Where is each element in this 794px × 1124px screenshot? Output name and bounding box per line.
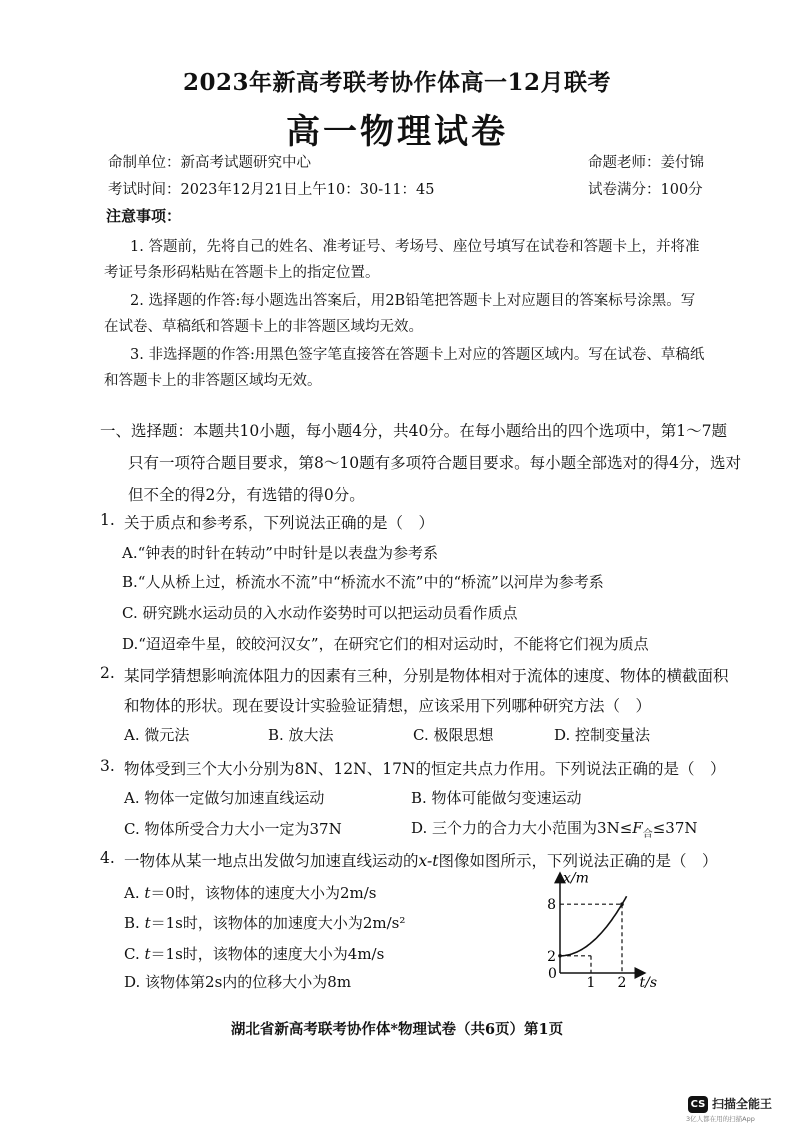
origin-label: 0 xyxy=(548,966,557,982)
q3-number: 3. xyxy=(100,757,115,775)
q1-number: 1. xyxy=(100,511,115,529)
q3-option-d-subscript: 合 xyxy=(642,829,653,840)
exam-time: 考试时间：2023年12月21日上午10：30-11：45 xyxy=(108,182,435,198)
q4-option-a-variable: t xyxy=(144,884,151,902)
q4-number: 4. xyxy=(100,849,115,867)
q4-stem-suffix: 图像如图所示，下列说法正确的是（ ） xyxy=(438,852,718,870)
x-tick-label-2: 2 xyxy=(617,975,627,990)
watermark-app-name: 扫描全能王 xyxy=(712,1097,773,1111)
notice-item-1-line-2: 考证号条形码粘贴在答题卡上的指定位置。 xyxy=(104,265,380,281)
q4-option-a-prefix: A. xyxy=(124,884,140,902)
q3-option-b: B. 物体可能做匀变速运动 xyxy=(411,789,582,807)
q4-option-c-variable: t xyxy=(144,945,151,963)
q2-option-a: A. 微元法 xyxy=(124,726,190,744)
q4-option-b xyxy=(124,912,405,933)
q2-option-c: C. 极限思想 xyxy=(413,726,494,744)
q2-option-b: B. 放大法 xyxy=(268,726,334,744)
section-1-line-1: 一、选择题：本题共10小题，每小题4分，共40分。在每小题给出的四个选项中，第1～7题 xyxy=(100,422,728,440)
q3-option-d-suffix: ≤37N xyxy=(652,819,698,837)
q1-stem: 关于质点和参考系，下列说法正确的是（ ） xyxy=(124,514,435,532)
y-tick-label-8: 8 xyxy=(547,897,556,914)
q4-option-c-prefix: C. xyxy=(124,945,140,963)
subject-title: 高一物理试卷 xyxy=(286,112,508,152)
q1-option-a: A.“钟表的时针在转动”中时针是以表盘为参考系 xyxy=(122,544,438,562)
y-axis-label: x/m xyxy=(563,870,589,887)
q1-option-d: D.“迢迢牵牛星，皎皎河汉女”，在研究它们的相对运动时，不能将它们视为质点 xyxy=(122,635,649,653)
q4-option-c xyxy=(124,943,384,964)
xt-curve xyxy=(560,896,627,956)
notice-item-1-line-1: 1. 答题前，先将自己的姓名、准考证号、考场号、座位号填写在试卷和答题卡上，并将准 xyxy=(130,239,700,255)
notice-item-2-line-1: 2. 选择题的作答:每小题选出答案后，用2B铅笔把答题卡上对应题目的答案标号涂黑。写 xyxy=(130,293,696,309)
q1-option-b: B.“人从桥上过，桥流水不流”中“桥流水不流”中的“桥流”以河岸为参考系 xyxy=(122,573,604,591)
q4-stem-prefix: 一物体从某一地点出发做匀加速直线运动的 xyxy=(124,852,419,870)
y-tick-label-2: 2 xyxy=(547,948,556,965)
q4-option-c-suffix: ＝1s时，该物体的速度大小为4m/s xyxy=(150,945,385,963)
q2-stem-line-2: 和物体的形状。现在要设计实验验证猜想，应该采用下列哪种研究方法（ ） xyxy=(124,697,652,715)
q3-option-a: A. 物体一定做匀加速直线运动 xyxy=(124,789,325,807)
x-axis-label: t/s xyxy=(639,975,658,990)
page-footer: 湖北省新高考联考协作体*物理试卷（共6页）第1页 xyxy=(230,1021,564,1038)
q4-option-a-suffix: ＝0时，该物体的速度大小为2m/s xyxy=(150,884,377,902)
teacher-info: 命题老师：姜付锦 xyxy=(588,155,704,171)
notice-item-3-line-1: 3. 非选择题的作答:用黑色签字笔直接答在答题卡上对应的答题区域内。写在试卷、草稿纸 xyxy=(130,347,705,363)
q2-option-d: D. 控制变量法 xyxy=(554,726,651,744)
q2-number: 2. xyxy=(100,664,115,682)
q4-stem-variable: x-t xyxy=(418,852,439,870)
q3-option-d-prefix: D. 三个力的合力大小范围为3N≤ xyxy=(411,819,633,837)
q1-option-c: C. 研究跳水运动员的入水动作姿势时可以把运动员看作质点 xyxy=(122,604,518,622)
xt-graph xyxy=(530,850,670,990)
q4-option-b-variable: t xyxy=(144,914,151,932)
q3-option-d xyxy=(411,817,697,840)
compiler-info: 命制单位：新高考试题研究中心 xyxy=(108,155,311,171)
notice-heading: 注意事项： xyxy=(106,207,182,225)
q4-option-d: D. 该物体第2s内的位移大小为8m xyxy=(124,973,352,991)
camscanner-logo: CS xyxy=(688,1096,708,1113)
section-1-line-2: 只有一项符合题目要求，第8～10题有多项符合题目要求。每小题全部选对的得4分，选对 xyxy=(128,454,741,472)
q2-stem-line-1: 某同学猜想影响流体阻力的因素有三种，分别是物体相对于流体的速度、物体的横截面积 xyxy=(124,667,729,685)
exam-title: 2023年新高考联考协作体高一12月联考 xyxy=(182,69,612,96)
notice-item-3-line-2: 和答题卡上的非答题区域均无效。 xyxy=(104,373,322,389)
q3-stem: 物体受到三个大小分别为8N、12N、17N的恒定共点力作用。下列说法正确的是（ ） xyxy=(124,760,726,778)
q4-option-b-prefix: B. xyxy=(124,914,140,932)
section-1-line-3: 但不全的得2分，有选错的得0分。 xyxy=(128,486,365,504)
full-score: 试卷满分：100分 xyxy=(588,182,703,198)
notice-item-2-line-2: 在试卷、草稿纸和答题卡上的非答题区域均无效。 xyxy=(104,319,423,335)
q4-option-b-suffix: ＝1s时，该物体的加速度大小为2m/s² xyxy=(150,914,406,932)
q3-option-d-force-symbol: F xyxy=(632,819,643,837)
watermark-tagline: 3亿人都在用的扫描App xyxy=(686,1115,755,1123)
q3-option-c: C. 物体所受合力大小一定为37N xyxy=(124,820,342,838)
q4-option-a xyxy=(124,882,377,903)
x-tick-label-1: 1 xyxy=(586,975,596,990)
